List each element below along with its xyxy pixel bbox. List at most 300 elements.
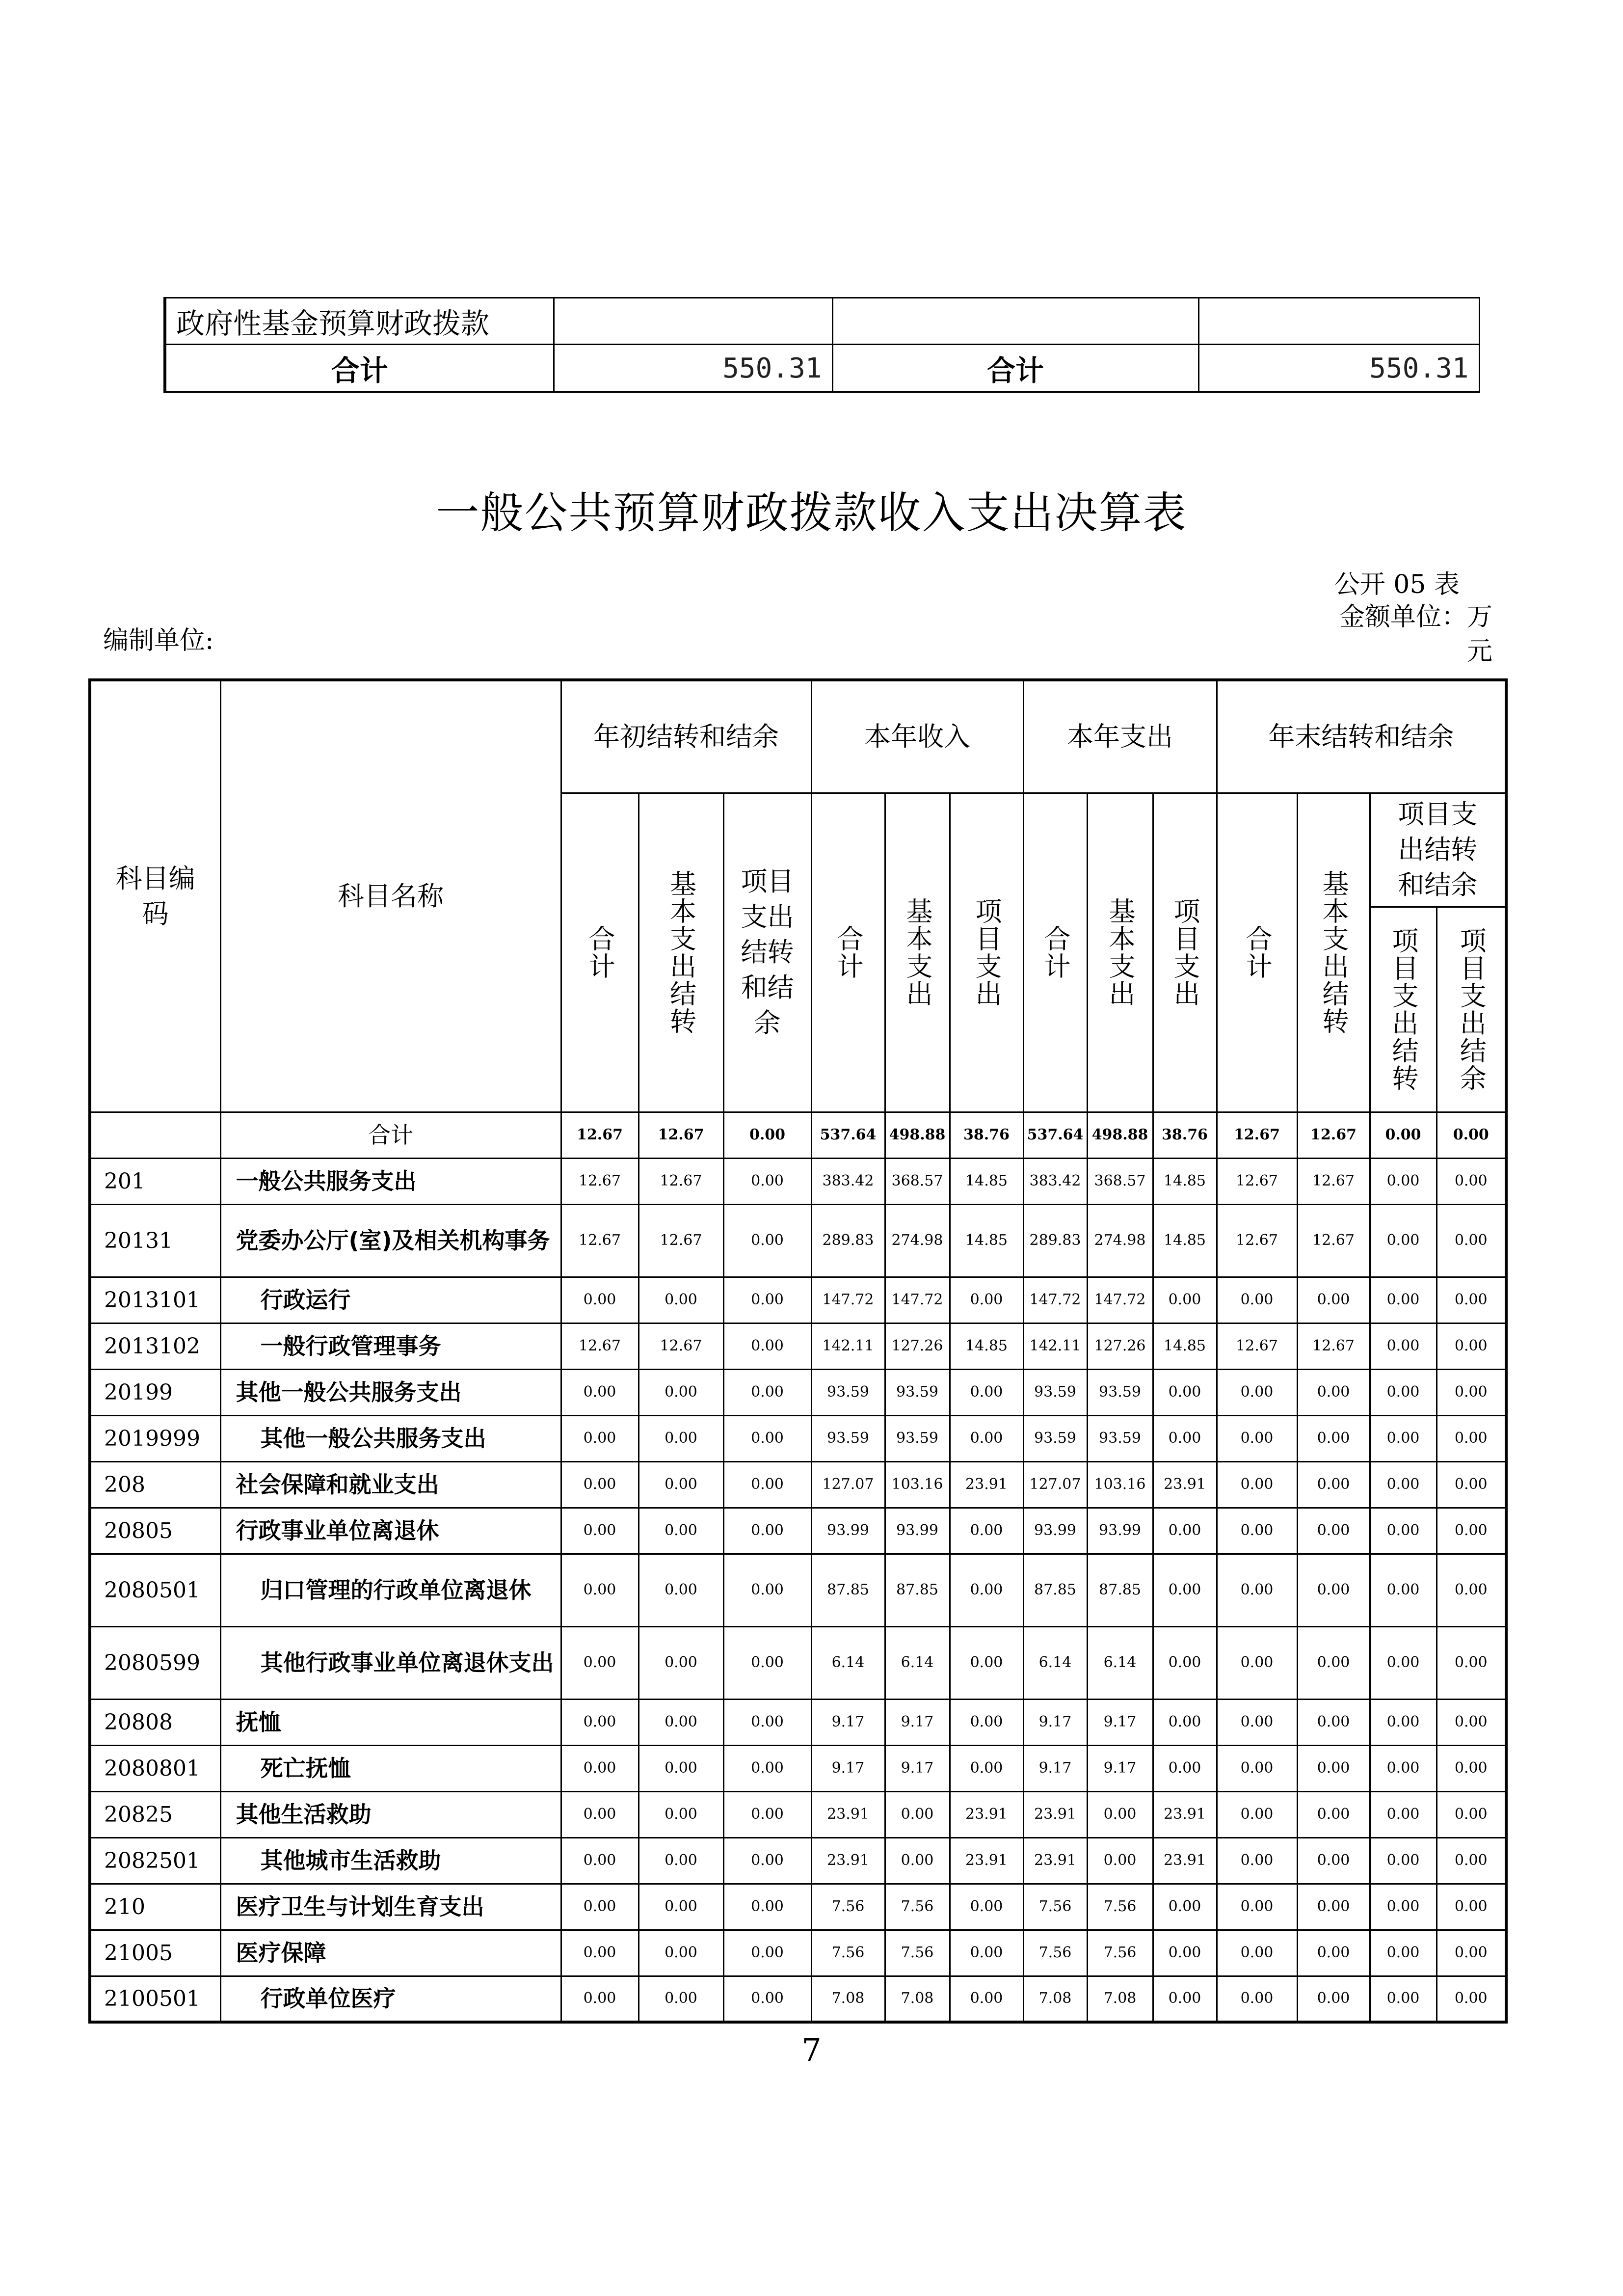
- amount-cell: 0.00: [1297, 1791, 1370, 1837]
- amount-cell: 0.00: [1437, 1699, 1506, 1745]
- subject-code: 2082501: [90, 1837, 220, 1884]
- amount-cell: 0.00: [1437, 1745, 1506, 1791]
- total-row: [90, 1112, 1506, 1158]
- table-row: [165, 298, 1479, 345]
- amount-cell: 0.00: [1370, 1791, 1437, 1837]
- total-value: 550.31: [1198, 345, 1479, 392]
- amount-cell: 0.00: [1217, 1554, 1297, 1626]
- amount-cell: 0.00: [561, 1745, 639, 1791]
- amount-cell: 0.00: [1297, 1626, 1370, 1699]
- row-label: 政府性基金预算财政拨款: [165, 298, 554, 345]
- header-total: 合计: [811, 793, 885, 1112]
- funding-summary-table: [163, 297, 1480, 393]
- amount-cell: 0.00: [1217, 1884, 1297, 1930]
- amount-cell: 498.88: [1087, 1112, 1153, 1158]
- amount-cell: 0.00: [950, 1369, 1023, 1415]
- amount-cell: 0.00: [1437, 1369, 1506, 1415]
- amount-cell: 537.64: [1023, 1112, 1087, 1158]
- amount-cell: 0.00: [1437, 1112, 1506, 1158]
- header-begin: 年初结转和结余: [561, 680, 811, 793]
- amount-cell: 0.00: [1217, 1745, 1297, 1791]
- table-row: [90, 1791, 1506, 1837]
- amount-cell: 7.08: [1087, 1976, 1153, 2022]
- amount-cell: 12.67: [639, 1112, 723, 1158]
- subject-code: 2080501: [90, 1554, 220, 1626]
- amount-cell: 0.00: [1370, 1415, 1437, 1461]
- amount-cell: 0.00: [1370, 1204, 1437, 1277]
- amount-cell: 12.67: [1217, 1204, 1297, 1277]
- amount-cell: 0.00: [561, 1837, 639, 1884]
- amount-cell: 0.00: [1153, 1554, 1217, 1626]
- amount-cell: 147.72: [811, 1277, 885, 1323]
- amount-cell: 0.00: [1153, 1277, 1217, 1323]
- amount-cell: 0.00: [1217, 1369, 1297, 1415]
- amount-cell: 0.00: [1153, 1976, 1217, 2022]
- amount-cell: 93.59: [1087, 1369, 1153, 1415]
- amount-cell: 0.00: [723, 1626, 811, 1699]
- subject-name: 行政事业单位离退休: [220, 1508, 561, 1554]
- amount-cell: 0.00: [950, 1415, 1023, 1461]
- subject-name: 死亡抚恤: [220, 1745, 561, 1791]
- amount-cell: 142.11: [1023, 1323, 1087, 1369]
- page-title: 一般公共预算财政拨款收入支出决算表: [436, 487, 1187, 538]
- subject-code: 2100501: [90, 1976, 220, 2022]
- amount-cell: 142.11: [811, 1323, 885, 1369]
- table-row: [90, 1323, 1506, 1369]
- amount-cell: 0.00: [1153, 1415, 1217, 1461]
- table-row: [90, 1554, 1506, 1626]
- subject-name: 社会保障和就业支出: [220, 1461, 561, 1508]
- amount-cell: 87.85: [1023, 1554, 1087, 1626]
- amount-cell: 0.00: [561, 1461, 639, 1508]
- amount-cell: 12.67: [1217, 1112, 1297, 1158]
- amount-cell: 93.59: [1087, 1415, 1153, 1461]
- amount-cell: 0.00: [1217, 1277, 1297, 1323]
- amount-cell: 0.00: [723, 1699, 811, 1745]
- table-row: [90, 1837, 1506, 1884]
- amount-cell: 0.00: [1437, 1461, 1506, 1508]
- table-row: [90, 1930, 1506, 1976]
- subject-code: 21005: [90, 1930, 220, 1976]
- amount-cell: 0.00: [723, 1112, 811, 1158]
- table-row: [90, 1158, 1506, 1204]
- subject-code: 20199: [90, 1369, 220, 1415]
- amount-cell: 127.07: [1023, 1461, 1087, 1508]
- header-code: 科目编码: [90, 680, 220, 1112]
- amount-cell: 14.85: [1153, 1323, 1217, 1369]
- amount-cell: 0.00: [1297, 1930, 1370, 1976]
- subject-name: 其他行政事业单位离退休支出: [220, 1626, 561, 1699]
- amount-cell: 0.00: [1370, 1323, 1437, 1369]
- amount-cell: 0.00: [1297, 1884, 1370, 1930]
- amount-cell: 383.42: [811, 1158, 885, 1204]
- table-row: [90, 1884, 1506, 1930]
- amount-cell: 103.16: [885, 1461, 950, 1508]
- subject-code: 2080801: [90, 1745, 220, 1791]
- subject-name: 一般行政管理事务: [220, 1323, 561, 1369]
- amount-cell: 0.00: [1370, 1884, 1437, 1930]
- amount-cell: 23.91: [1153, 1461, 1217, 1508]
- amount-cell: 93.99: [811, 1508, 885, 1554]
- amount-cell: 103.16: [1087, 1461, 1153, 1508]
- amount-cell: 0.00: [561, 1976, 639, 2022]
- amount-cell: 0.00: [1370, 1554, 1437, 1626]
- amount-cell: 0.00: [639, 1508, 723, 1554]
- amount-cell: 12.67: [639, 1204, 723, 1277]
- amount-cell: 93.59: [885, 1415, 950, 1461]
- amount-cell: 0.00: [1370, 1158, 1437, 1204]
- subject-name: 抚恤: [220, 1699, 561, 1745]
- amount-cell: 23.91: [950, 1461, 1023, 1508]
- amount-cell: 0.00: [639, 1461, 723, 1508]
- header-end: 年末结转和结余: [1217, 680, 1506, 793]
- subject-code: [90, 1112, 220, 1158]
- amount-cell: 0.00: [561, 1369, 639, 1415]
- amount-cell: 0.00: [1437, 1323, 1506, 1369]
- amount-cell: 0.00: [1217, 1626, 1297, 1699]
- amount-cell: 0.00: [1370, 1461, 1437, 1508]
- table-row: [90, 1277, 1506, 1323]
- header-basic: 基本支出: [1087, 793, 1153, 1112]
- amount-cell: 0.00: [723, 1415, 811, 1461]
- amount-cell: 0.00: [1297, 1976, 1370, 2022]
- amount-cell: 0.00: [561, 1626, 639, 1699]
- amount-cell: 0.00: [561, 1699, 639, 1745]
- amount-cell: 0.00: [639, 1791, 723, 1837]
- amount-cell: 0.00: [561, 1277, 639, 1323]
- amount-cell: 0.00: [561, 1791, 639, 1837]
- subject-name: 行政运行: [220, 1277, 561, 1323]
- amount-cell: 0.00: [950, 1626, 1023, 1699]
- amount-cell: 0.00: [1437, 1837, 1506, 1884]
- amount-cell: 7.56: [811, 1884, 885, 1930]
- amount-cell: 12.67: [1297, 1112, 1370, 1158]
- amount-cell: 0.00: [723, 1461, 811, 1508]
- amount-cell: 14.85: [1153, 1204, 1217, 1277]
- subject-name: 行政单位医疗: [220, 1976, 561, 2022]
- amount-cell: 7.56: [1087, 1884, 1153, 1930]
- amount-cell: 0.00: [1217, 1837, 1297, 1884]
- subject-name: 合计: [220, 1112, 561, 1158]
- subject-code: 2019999: [90, 1415, 220, 1461]
- amount-cell: 0.00: [1437, 1976, 1506, 2022]
- subject-name: 其他生活救助: [220, 1791, 561, 1837]
- subject-code: 20131: [90, 1204, 220, 1277]
- header-project-carry: 项目支出结转: [1370, 907, 1437, 1112]
- amount-cell: 23.91: [1023, 1837, 1087, 1884]
- header-project: 项目支出: [950, 793, 1023, 1112]
- amount-cell: 127.26: [885, 1323, 950, 1369]
- subject-name: 其他城市生活救助: [220, 1837, 561, 1884]
- amount-cell: 498.88: [885, 1112, 950, 1158]
- amount-cell: 0.00: [1217, 1461, 1297, 1508]
- amount-cell: 0.00: [561, 1884, 639, 1930]
- header-total: 合计: [1217, 793, 1297, 1112]
- amount-cell: 0.00: [1437, 1415, 1506, 1461]
- subject-name: 医疗保障: [220, 1930, 561, 1976]
- table-row: [165, 345, 1479, 392]
- amount-cell: 0.00: [723, 1976, 811, 2022]
- subject-code: 201: [90, 1158, 220, 1204]
- header-basic-carry: 基本支出结转: [1297, 793, 1370, 1112]
- amount-cell: 0.00: [723, 1554, 811, 1626]
- amount-cell: 0.00: [885, 1791, 950, 1837]
- amount-cell: 537.64: [811, 1112, 885, 1158]
- amount-cell: 12.67: [639, 1158, 723, 1204]
- amount-cell: 93.59: [811, 1369, 885, 1415]
- amount-cell: 0.00: [950, 1554, 1023, 1626]
- amount-cell: 0.00: [1370, 1837, 1437, 1884]
- amount-cell: 0.00: [1297, 1415, 1370, 1461]
- amount-cell: 7.56: [1087, 1930, 1153, 1976]
- amount-cell: 274.98: [885, 1204, 950, 1277]
- amount-cell: 87.85: [1087, 1554, 1153, 1626]
- amount-cell: 0.00: [723, 1323, 811, 1369]
- header-total: 合计: [1023, 793, 1087, 1112]
- amount-cell: 0.00: [1217, 1415, 1297, 1461]
- amount-cell: 0.00: [1153, 1508, 1217, 1554]
- amount-cell: 87.85: [811, 1554, 885, 1626]
- amount-cell: 9.17: [885, 1745, 950, 1791]
- amount-cell: 0.00: [1153, 1626, 1217, 1699]
- amount-cell: 14.85: [1153, 1158, 1217, 1204]
- header-total: 合计: [561, 793, 639, 1112]
- subject-name: 归口管理的行政单位离退休: [220, 1554, 561, 1626]
- amount-cell: 23.91: [1023, 1791, 1087, 1837]
- amount-cell: 0.00: [639, 1626, 723, 1699]
- amount-cell: 93.59: [885, 1369, 950, 1415]
- amount-cell: 14.85: [950, 1204, 1023, 1277]
- amount-cell: 7.08: [885, 1976, 950, 2022]
- amount-cell: 0.00: [1370, 1976, 1437, 2022]
- table-row: [90, 1626, 1506, 1699]
- amount-cell: 0.00: [1370, 1626, 1437, 1699]
- amount-cell: 93.99: [1023, 1508, 1087, 1554]
- amount-cell: 0.00: [1153, 1745, 1217, 1791]
- amount-cell: 0.00: [1297, 1837, 1370, 1884]
- amount-cell: 0.00: [723, 1745, 811, 1791]
- amount-cell: 9.17: [1087, 1745, 1153, 1791]
- subject-code: 210: [90, 1884, 220, 1930]
- amount-cell: 0.00: [1087, 1837, 1153, 1884]
- amount-cell: 0.00: [950, 1884, 1023, 1930]
- amount-cell: 0.00: [950, 1508, 1023, 1554]
- amount-unit-label: 金额单位：万元: [1339, 602, 1492, 666]
- amount-cell: 23.91: [811, 1837, 885, 1884]
- header-expense: 本年支出: [1023, 680, 1217, 793]
- amount-cell: 0.00: [950, 1930, 1023, 1976]
- amount-cell: 12.67: [1297, 1158, 1370, 1204]
- subject-code: 2013101: [90, 1277, 220, 1323]
- amount-cell: 0.00: [1370, 1508, 1437, 1554]
- amount-cell: 0.00: [1217, 1976, 1297, 2022]
- amount-cell: 38.76: [950, 1112, 1023, 1158]
- amount-cell: 0.00: [1297, 1508, 1370, 1554]
- amount-cell: 93.59: [1023, 1415, 1087, 1461]
- amount-cell: 38.76: [1153, 1112, 1217, 1158]
- amount-cell: 0.00: [1370, 1369, 1437, 1415]
- amount-cell: 0.00: [639, 1884, 723, 1930]
- amount-cell: 0.00: [1370, 1745, 1437, 1791]
- amount-cell: 147.72: [1023, 1277, 1087, 1323]
- amount-cell: 0.00: [561, 1508, 639, 1554]
- amount-cell: 368.57: [885, 1158, 950, 1204]
- amount-cell: 0.00: [639, 1837, 723, 1884]
- amount-cell: 0.00: [1217, 1508, 1297, 1554]
- amount-cell: 93.99: [1087, 1508, 1153, 1554]
- amount-cell: 0.00: [1437, 1508, 1506, 1554]
- amount-cell: 12.67: [561, 1112, 639, 1158]
- subject-code: 20808: [90, 1699, 220, 1745]
- amount-cell: 0.00: [561, 1930, 639, 1976]
- amount-cell: 0.00: [723, 1930, 811, 1976]
- amount-cell: 0.00: [1437, 1277, 1506, 1323]
- amount-cell: 23.91: [950, 1837, 1023, 1884]
- amount-cell: 23.91: [1153, 1791, 1217, 1837]
- amount-cell: 0.00: [561, 1415, 639, 1461]
- total-label: 合计: [165, 345, 554, 392]
- amount-cell: 0.00: [1087, 1791, 1153, 1837]
- amount-cell: 0.00: [1297, 1369, 1370, 1415]
- amount-cell: 23.91: [1153, 1837, 1217, 1884]
- amount-cell: 0.00: [723, 1508, 811, 1554]
- table-row: [90, 1204, 1506, 1277]
- amount-cell: 9.17: [1023, 1699, 1087, 1745]
- amount-cell: 93.59: [811, 1415, 885, 1461]
- amount-cell: 0.00: [1297, 1745, 1370, 1791]
- amount-cell: 14.85: [950, 1323, 1023, 1369]
- amount-cell: 0.00: [1297, 1699, 1370, 1745]
- amount-cell: 7.56: [1023, 1884, 1087, 1930]
- table-row: [90, 1369, 1506, 1415]
- amount-cell: 0.00: [1217, 1930, 1297, 1976]
- amount-cell: 12.67: [1297, 1204, 1370, 1277]
- amount-cell: 0.00: [723, 1791, 811, 1837]
- amount-cell: 93.59: [1023, 1369, 1087, 1415]
- amount-cell: 383.42: [1023, 1158, 1087, 1204]
- amount-cell: 7.08: [1023, 1976, 1087, 2022]
- amount-cell: 0.00: [950, 1976, 1023, 2022]
- budget-table: [88, 678, 1508, 2024]
- amount-cell: 0.00: [1437, 1791, 1506, 1837]
- amount-cell: 0.00: [639, 1930, 723, 1976]
- header-basic: 基本支出: [885, 793, 950, 1112]
- amount-cell: 0.00: [723, 1204, 811, 1277]
- amount-cell: 0.00: [885, 1837, 950, 1884]
- total-value: 550.31: [554, 345, 832, 392]
- amount-cell: 289.83: [811, 1204, 885, 1277]
- header-project-carry-surplus: 项目支出结转和结余: [723, 793, 811, 1112]
- header-project-surplus: 项目支出结余: [1437, 907, 1506, 1112]
- amount-cell: 147.72: [1087, 1277, 1153, 1323]
- amount-cell: 0.00: [1153, 1930, 1217, 1976]
- amount-cell: 0.00: [1437, 1930, 1506, 1976]
- subject-code: 2013102: [90, 1323, 220, 1369]
- amount-cell: 23.91: [950, 1791, 1023, 1837]
- amount-cell: 0.00: [1153, 1699, 1217, 1745]
- amount-cell: 0.00: [639, 1369, 723, 1415]
- amount-cell: 0.00: [561, 1554, 639, 1626]
- amount-cell: 93.99: [885, 1508, 950, 1554]
- amount-cell: 7.56: [811, 1930, 885, 1976]
- amount-cell: 0.00: [1297, 1461, 1370, 1508]
- amount-cell: 0.00: [1437, 1626, 1506, 1699]
- amount-cell: 0.00: [723, 1277, 811, 1323]
- subject-name: 其他一般公共服务支出: [220, 1369, 561, 1415]
- amount-cell: 7.08: [811, 1976, 885, 2022]
- amount-cell: 0.00: [723, 1369, 811, 1415]
- subject-code: 2080599: [90, 1626, 220, 1699]
- table-row: [90, 1461, 1506, 1508]
- table-row: [90, 1415, 1506, 1461]
- amount-cell: 6.14: [811, 1626, 885, 1699]
- table-row: [90, 1508, 1506, 1554]
- header-row: [90, 680, 1506, 793]
- cell-empty: [554, 298, 832, 345]
- subject-code: 208: [90, 1461, 220, 1508]
- amount-cell: 87.85: [885, 1554, 950, 1626]
- subject-name: 其他一般公共服务支出: [220, 1415, 561, 1461]
- form-number: 公开 05 表: [1334, 570, 1460, 599]
- amount-cell: 0.00: [1437, 1884, 1506, 1930]
- organization-label: 编制单位:: [103, 626, 214, 655]
- amount-cell: 289.83: [1023, 1204, 1087, 1277]
- total-label: 合计: [832, 345, 1198, 392]
- amount-cell: 0.00: [639, 1976, 723, 2022]
- amount-cell: 0.00: [950, 1745, 1023, 1791]
- amount-cell: 0.00: [1437, 1204, 1506, 1277]
- subject-code: 20825: [90, 1791, 220, 1837]
- amount-cell: 127.26: [1087, 1323, 1153, 1369]
- amount-cell: 0.00: [639, 1745, 723, 1791]
- amount-cell: 0.00: [1153, 1369, 1217, 1415]
- amount-cell: 0.00: [950, 1277, 1023, 1323]
- amount-cell: 127.07: [811, 1461, 885, 1508]
- amount-cell: 12.67: [1297, 1323, 1370, 1369]
- subject-code: 20805: [90, 1508, 220, 1554]
- amount-cell: 7.56: [885, 1930, 950, 1976]
- amount-cell: 6.14: [1087, 1626, 1153, 1699]
- amount-cell: 0.00: [1370, 1930, 1437, 1976]
- amount-cell: 0.00: [723, 1837, 811, 1884]
- amount-cell: 12.67: [561, 1323, 639, 1369]
- amount-cell: 0.00: [1370, 1112, 1437, 1158]
- amount-cell: 0.00: [1370, 1699, 1437, 1745]
- amount-cell: 12.67: [1217, 1158, 1297, 1204]
- amount-cell: 12.67: [639, 1323, 723, 1369]
- header-basic-carry: 基本支出结转: [639, 793, 723, 1112]
- cell-empty: [832, 298, 1198, 345]
- amount-cell: 12.67: [561, 1158, 639, 1204]
- amount-cell: 0.00: [1437, 1158, 1506, 1204]
- amount-cell: 0.00: [639, 1554, 723, 1626]
- amount-cell: 0.00: [1153, 1884, 1217, 1930]
- amount-cell: 147.72: [885, 1277, 950, 1323]
- amount-cell: 6.14: [885, 1626, 950, 1699]
- amount-cell: 0.00: [723, 1884, 811, 1930]
- table-row: [90, 1745, 1506, 1791]
- table-row: [90, 1976, 1506, 2022]
- amount-cell: 9.17: [811, 1745, 885, 1791]
- subject-name: 党委办公厅(室)及相关机构事务: [220, 1204, 561, 1277]
- amount-cell: 274.98: [1087, 1204, 1153, 1277]
- cell-empty: [1198, 298, 1479, 345]
- amount-cell: 12.67: [561, 1204, 639, 1277]
- header-project: 项目支出: [1153, 793, 1217, 1112]
- amount-cell: 0.00: [1437, 1554, 1506, 1626]
- amount-cell: 0.00: [950, 1699, 1023, 1745]
- amount-cell: 9.17: [1087, 1699, 1153, 1745]
